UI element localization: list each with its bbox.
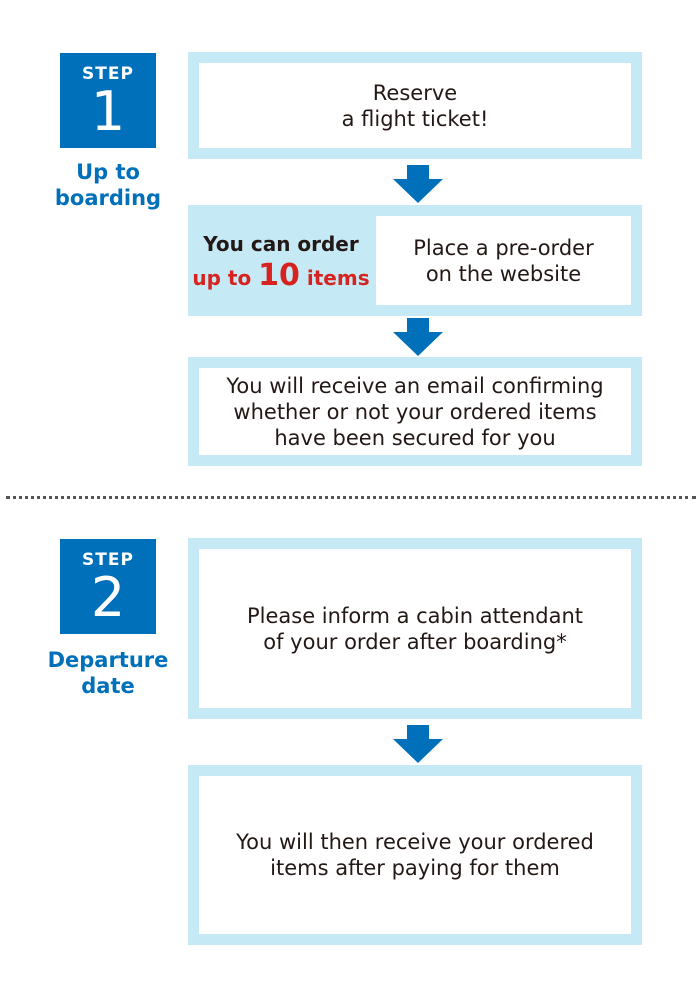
- preorder-box: [188, 205, 642, 316]
- order-limit-line1: You can order: [203, 231, 359, 256]
- preorder-text: Place a pre-order on the website: [376, 216, 631, 305]
- order-limit-note: [188, 205, 374, 316]
- order-limit-suffix: items: [299, 265, 370, 290]
- reserve-ticket-box: [188, 52, 642, 159]
- step-2-number: 2: [90, 566, 126, 629]
- step-1-number: 1: [90, 80, 126, 143]
- email-confirmation-box: [188, 357, 642, 466]
- step-1-badge: [60, 53, 156, 148]
- step-1-phase: Up to boarding: [54, 160, 162, 210]
- email-confirmation-text: You will receive an email confirming whether or not your ordered items have been secured for you: [199, 368, 631, 455]
- receive-items-box: [188, 765, 642, 945]
- receive-items-text: You will then receive your ordered items after paying for them: [199, 776, 631, 934]
- step-1-label: STEP: [82, 64, 134, 84]
- section-divider: [6, 496, 696, 499]
- inform-attendant-box: [188, 538, 642, 719]
- inform-attendant-text: Please inform a cabin attendant of your order after boarding*: [199, 549, 631, 708]
- reserve-ticket-text: Reserve a flight ticket!: [199, 63, 631, 148]
- arrow-down-icon: [393, 165, 443, 203]
- arrow-down-icon: [393, 725, 443, 763]
- step-2-label: STEP: [82, 550, 134, 570]
- order-limit-line2: [192, 257, 370, 294]
- arrow-down-icon: [393, 318, 443, 356]
- step-2-phase: Departure date: [47, 648, 169, 698]
- order-limit-prefix: up to: [192, 265, 259, 290]
- step-2-badge: [60, 539, 156, 634]
- order-limit-number: 10: [258, 257, 300, 293]
